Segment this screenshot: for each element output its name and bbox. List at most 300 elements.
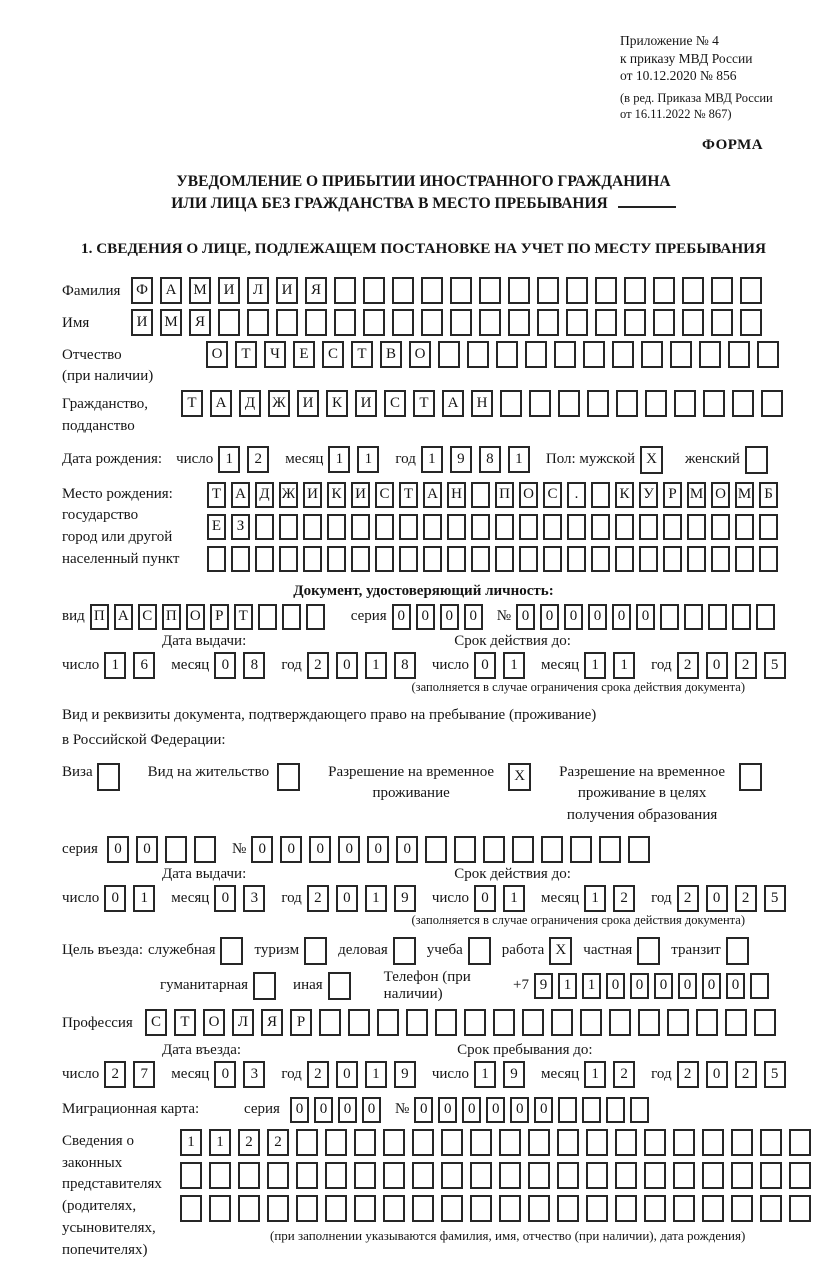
char-box[interactable] (351, 514, 370, 540)
char-box[interactable]: Т (174, 1009, 196, 1036)
char-box[interactable] (479, 277, 501, 304)
char-box[interactable]: Р (663, 482, 682, 508)
char-box[interactable]: И (303, 482, 322, 508)
char-box[interactable] (639, 514, 658, 540)
char-box[interactable]: 9 (503, 1061, 525, 1088)
char-box[interactable] (740, 309, 762, 336)
char-box[interactable] (702, 1162, 724, 1189)
char-box[interactable]: 9 (534, 973, 553, 999)
char-box[interactable]: 3 (243, 885, 265, 912)
char-box[interactable] (567, 514, 586, 540)
char-box[interactable]: Л (232, 1009, 254, 1036)
char-box[interactable] (435, 1009, 457, 1036)
char-box[interactable] (351, 546, 370, 572)
char-box[interactable]: 1 (218, 446, 240, 473)
char-box[interactable] (499, 1195, 521, 1222)
char-box[interactable] (759, 514, 778, 540)
char-box[interactable]: О (409, 341, 431, 368)
char-box[interactable] (673, 1162, 695, 1189)
char-box[interactable] (687, 514, 706, 540)
char-box[interactable] (495, 514, 514, 540)
char-box[interactable] (375, 514, 394, 540)
char-box[interactable] (392, 309, 414, 336)
char-box[interactable] (735, 514, 754, 540)
char-box[interactable]: 0 (516, 604, 535, 630)
char-box[interactable]: 5 (764, 1061, 786, 1088)
char-box[interactable]: 7 (133, 1061, 155, 1088)
char-box[interactable]: Д (239, 390, 261, 417)
char-box[interactable]: 9 (394, 1061, 416, 1088)
char-box[interactable] (580, 1009, 602, 1036)
char-box[interactable] (450, 309, 472, 336)
char-box[interactable] (522, 1009, 544, 1036)
char-box[interactable] (471, 546, 490, 572)
char-box[interactable] (537, 309, 559, 336)
char-box[interactable]: Е (293, 341, 315, 368)
char-box[interactable] (508, 277, 530, 304)
char-box[interactable] (732, 390, 754, 417)
char-box[interactable] (354, 1162, 376, 1189)
char-box[interactable]: Т (207, 482, 226, 508)
char-box[interactable] (279, 514, 298, 540)
char-box[interactable] (441, 1162, 463, 1189)
char-box[interactable] (789, 1129, 811, 1156)
char-box[interactable] (615, 1195, 637, 1222)
char-box[interactable]: 1 (104, 652, 126, 679)
char-box[interactable] (615, 514, 634, 540)
char-box[interactable] (615, 546, 634, 572)
char-box[interactable] (682, 277, 704, 304)
char-box[interactable] (674, 390, 696, 417)
char-box[interactable]: Т (351, 341, 373, 368)
char-box[interactable] (537, 277, 559, 304)
char-box[interactable] (740, 277, 762, 304)
char-box[interactable]: 2 (307, 885, 329, 912)
char-box[interactable]: А (231, 482, 250, 508)
char-box[interactable] (644, 1129, 666, 1156)
char-box[interactable] (731, 1195, 753, 1222)
char-box[interactable]: 2 (613, 1061, 635, 1088)
char-box[interactable] (500, 390, 522, 417)
char-box[interactable]: Т (413, 390, 435, 417)
char-box[interactable]: И (297, 390, 319, 417)
char-box[interactable] (325, 1162, 347, 1189)
char-box[interactable] (209, 1162, 231, 1189)
char-box[interactable] (759, 546, 778, 572)
char-box[interactable] (470, 1195, 492, 1222)
char-box[interactable] (528, 1195, 550, 1222)
char-box[interactable] (441, 1195, 463, 1222)
char-box[interactable]: 1 (421, 446, 443, 473)
char-box[interactable] (528, 1129, 550, 1156)
char-box[interactable]: 0 (338, 836, 360, 863)
char-box[interactable] (660, 604, 679, 630)
char-box[interactable]: 0 (338, 1097, 357, 1123)
char-box[interactable] (702, 1129, 724, 1156)
char-box[interactable]: 0 (486, 1097, 505, 1123)
char-box[interactable]: 2 (677, 1061, 699, 1088)
char-box[interactable]: Л (247, 277, 269, 304)
char-box[interactable]: М (189, 277, 211, 304)
char-box[interactable]: К (326, 390, 348, 417)
char-box[interactable]: А (210, 390, 232, 417)
char-box[interactable]: 0 (534, 1097, 553, 1123)
char-box[interactable]: 1 (365, 1061, 387, 1088)
char-box[interactable] (348, 1009, 370, 1036)
char-box[interactable] (277, 763, 300, 791)
char-box[interactable]: З (231, 514, 250, 540)
char-box[interactable]: Я (189, 309, 211, 336)
char-box[interactable] (673, 1129, 695, 1156)
char-box[interactable] (529, 390, 551, 417)
char-box[interactable]: 0 (474, 652, 496, 679)
char-box[interactable] (682, 309, 704, 336)
char-box[interactable]: 1 (503, 652, 525, 679)
char-box[interactable] (354, 1195, 376, 1222)
char-box[interactable]: 0 (214, 1061, 236, 1088)
char-box[interactable]: 1 (474, 1061, 496, 1088)
char-box[interactable]: 0 (362, 1097, 381, 1123)
char-box[interactable]: 3 (243, 1061, 265, 1088)
char-box[interactable] (667, 1009, 689, 1036)
char-box[interactable] (194, 836, 216, 863)
char-box[interactable] (423, 514, 442, 540)
char-box[interactable] (586, 1162, 608, 1189)
char-box[interactable] (757, 341, 779, 368)
char-box[interactable]: С (145, 1009, 167, 1036)
char-box[interactable] (421, 309, 443, 336)
char-box[interactable] (470, 1162, 492, 1189)
char-box[interactable] (728, 341, 750, 368)
char-box[interactable] (731, 1129, 753, 1156)
char-box[interactable] (499, 1129, 521, 1156)
char-box[interactable]: Т (235, 341, 257, 368)
char-box[interactable]: 1 (584, 885, 606, 912)
char-box[interactable] (247, 309, 269, 336)
char-box[interactable]: 9 (394, 885, 416, 912)
char-box[interactable] (586, 1129, 608, 1156)
char-box[interactable] (761, 390, 783, 417)
char-box[interactable] (731, 1162, 753, 1189)
char-box[interactable] (496, 341, 518, 368)
char-box[interactable] (399, 514, 418, 540)
char-box[interactable]: П (495, 482, 514, 508)
char-box[interactable]: 0 (367, 836, 389, 863)
char-box[interactable] (606, 1097, 625, 1123)
char-box[interactable]: 0 (336, 885, 358, 912)
char-box[interactable]: 0 (309, 836, 331, 863)
char-box[interactable]: 0 (706, 652, 728, 679)
char-box[interactable]: 2 (307, 1061, 329, 1088)
char-box[interactable] (334, 277, 356, 304)
char-box[interactable]: Д (255, 482, 274, 508)
char-box[interactable] (438, 341, 460, 368)
char-box[interactable]: О (206, 341, 228, 368)
char-box[interactable]: 0 (654, 973, 673, 999)
char-box[interactable] (471, 514, 490, 540)
char-box[interactable]: 5 (764, 652, 786, 679)
char-box[interactable] (383, 1129, 405, 1156)
char-box[interactable] (567, 546, 586, 572)
char-box[interactable]: 0 (678, 973, 697, 999)
char-box[interactable]: О (711, 482, 730, 508)
char-box[interactable]: Ч (264, 341, 286, 368)
char-box[interactable]: Б (759, 482, 778, 508)
char-box[interactable] (207, 546, 226, 572)
char-box[interactable]: 0 (107, 836, 129, 863)
char-box[interactable] (406, 1009, 428, 1036)
char-box[interactable] (399, 546, 418, 572)
char-box[interactable]: С (375, 482, 394, 508)
char-box[interactable]: Н (447, 482, 466, 508)
char-box[interactable]: X (508, 763, 531, 791)
char-box[interactable] (454, 836, 476, 863)
char-box[interactable] (467, 341, 489, 368)
char-box[interactable] (296, 1129, 318, 1156)
char-box[interactable] (470, 1129, 492, 1156)
char-box[interactable] (687, 546, 706, 572)
char-box[interactable]: 2 (677, 885, 699, 912)
char-box[interactable] (327, 546, 346, 572)
char-box[interactable] (525, 341, 547, 368)
char-box[interactable]: 0 (440, 604, 459, 630)
char-box[interactable] (639, 546, 658, 572)
char-box[interactable]: 0 (612, 604, 631, 630)
char-box[interactable] (238, 1162, 260, 1189)
char-box[interactable]: 1 (180, 1129, 202, 1156)
char-box[interactable] (180, 1195, 202, 1222)
char-box[interactable] (447, 546, 466, 572)
char-box[interactable]: 1 (613, 652, 635, 679)
char-box[interactable] (220, 937, 243, 965)
char-box[interactable]: 8 (479, 446, 501, 473)
char-box[interactable]: И (131, 309, 153, 336)
char-box[interactable]: И (355, 390, 377, 417)
char-box[interactable]: 0 (396, 836, 418, 863)
char-box[interactable] (566, 277, 588, 304)
char-box[interactable] (412, 1162, 434, 1189)
char-box[interactable]: 0 (588, 604, 607, 630)
char-box[interactable] (558, 390, 580, 417)
char-box[interactable] (276, 309, 298, 336)
char-box[interactable] (253, 972, 276, 1000)
char-box[interactable]: О (519, 482, 538, 508)
char-box[interactable]: 8 (243, 652, 265, 679)
char-box[interactable]: 2 (735, 652, 757, 679)
char-box[interactable] (624, 277, 646, 304)
char-box[interactable] (325, 1195, 347, 1222)
char-box[interactable]: 2 (104, 1061, 126, 1088)
char-box[interactable] (696, 1009, 718, 1036)
char-box[interactable] (238, 1195, 260, 1222)
char-box[interactable]: У (639, 482, 658, 508)
char-box[interactable]: 0 (636, 604, 655, 630)
char-box[interactable] (551, 1009, 573, 1036)
char-box[interactable]: В (380, 341, 402, 368)
char-box[interactable] (325, 1129, 347, 1156)
char-box[interactable]: П (90, 604, 109, 630)
char-box[interactable] (554, 341, 576, 368)
char-box[interactable] (363, 277, 385, 304)
char-box[interactable]: М (160, 309, 182, 336)
char-box[interactable] (296, 1195, 318, 1222)
char-box[interactable] (583, 341, 605, 368)
char-box[interactable]: 1 (209, 1129, 231, 1156)
char-box[interactable] (303, 546, 322, 572)
char-box[interactable]: 1 (365, 652, 387, 679)
char-box[interactable]: 0 (104, 885, 126, 912)
char-box[interactable]: Я (305, 277, 327, 304)
char-box[interactable]: Е (207, 514, 226, 540)
char-box[interactable] (637, 937, 660, 965)
char-box[interactable]: 0 (462, 1097, 481, 1123)
char-box[interactable]: 0 (416, 604, 435, 630)
char-box[interactable]: 2 (247, 446, 269, 473)
char-box[interactable] (97, 763, 120, 791)
char-box[interactable]: X (549, 937, 572, 965)
char-box[interactable] (165, 836, 187, 863)
char-box[interactable] (519, 514, 538, 540)
char-box[interactable]: 1 (584, 1061, 606, 1088)
char-box[interactable] (609, 1009, 631, 1036)
char-box[interactable]: 1 (558, 973, 577, 999)
char-box[interactable]: 0 (214, 652, 236, 679)
char-box[interactable]: П (162, 604, 181, 630)
char-box[interactable] (441, 1129, 463, 1156)
char-box[interactable]: 2 (267, 1129, 289, 1156)
char-box[interactable]: 0 (336, 652, 358, 679)
char-box[interactable] (644, 1162, 666, 1189)
char-box[interactable]: М (687, 482, 706, 508)
char-box[interactable]: 2 (735, 1061, 757, 1088)
char-box[interactable]: 9 (450, 446, 472, 473)
char-box[interactable] (483, 836, 505, 863)
char-box[interactable] (566, 309, 588, 336)
char-box[interactable] (282, 604, 301, 630)
char-box[interactable] (624, 309, 646, 336)
char-box[interactable]: Т (399, 482, 418, 508)
char-box[interactable]: 5 (764, 885, 786, 912)
char-box[interactable]: 2 (735, 885, 757, 912)
char-box[interactable]: 0 (438, 1097, 457, 1123)
char-box[interactable]: К (615, 482, 634, 508)
char-box[interactable] (499, 1162, 521, 1189)
char-box[interactable]: С (322, 341, 344, 368)
char-box[interactable]: И (276, 277, 298, 304)
char-box[interactable] (383, 1162, 405, 1189)
char-box[interactable] (570, 836, 592, 863)
char-box[interactable] (231, 546, 250, 572)
char-box[interactable]: А (160, 277, 182, 304)
char-box[interactable] (591, 514, 610, 540)
char-box[interactable] (645, 390, 667, 417)
char-box[interactable] (750, 973, 769, 999)
char-box[interactable]: С (138, 604, 157, 630)
char-box[interactable] (425, 836, 447, 863)
char-box[interactable] (789, 1162, 811, 1189)
char-box[interactable] (702, 1195, 724, 1222)
char-box[interactable]: О (186, 604, 205, 630)
char-box[interactable] (412, 1195, 434, 1222)
char-box[interactable] (711, 309, 733, 336)
char-box[interactable] (557, 1162, 579, 1189)
char-box[interactable] (512, 836, 534, 863)
char-box[interactable]: 0 (702, 973, 721, 999)
char-box[interactable]: Р (290, 1009, 312, 1036)
char-box[interactable] (218, 309, 240, 336)
char-box[interactable] (328, 972, 351, 1000)
char-box[interactable]: 0 (314, 1097, 333, 1123)
char-box[interactable] (267, 1162, 289, 1189)
char-box[interactable]: А (114, 604, 133, 630)
char-box[interactable]: 0 (474, 885, 496, 912)
char-box[interactable] (612, 341, 634, 368)
char-box[interactable] (495, 546, 514, 572)
char-box[interactable]: . (567, 482, 586, 508)
char-box[interactable] (447, 514, 466, 540)
char-box[interactable]: 1 (133, 885, 155, 912)
char-box[interactable]: 1 (584, 652, 606, 679)
char-box[interactable] (267, 1195, 289, 1222)
char-box[interactable] (735, 546, 754, 572)
char-box[interactable] (412, 1129, 434, 1156)
char-box[interactable]: 1 (328, 446, 350, 473)
char-box[interactable] (255, 546, 274, 572)
char-box[interactable]: С (384, 390, 406, 417)
char-box[interactable] (670, 341, 692, 368)
char-box[interactable] (471, 482, 490, 508)
char-box[interactable]: Ж (279, 482, 298, 508)
char-box[interactable] (508, 309, 530, 336)
char-box[interactable]: 0 (630, 973, 649, 999)
char-box[interactable] (595, 277, 617, 304)
char-box[interactable] (327, 514, 346, 540)
char-box[interactable]: 0 (706, 1061, 728, 1088)
char-box[interactable]: И (218, 277, 240, 304)
char-box[interactable] (663, 514, 682, 540)
char-box[interactable]: 1 (365, 885, 387, 912)
char-box[interactable] (789, 1195, 811, 1222)
char-box[interactable] (582, 1097, 601, 1123)
char-box[interactable] (209, 1195, 231, 1222)
char-box[interactable] (591, 482, 610, 508)
char-box[interactable]: 0 (336, 1061, 358, 1088)
char-box[interactable] (393, 937, 416, 965)
char-box[interactable] (558, 1097, 577, 1123)
char-box[interactable] (557, 1129, 579, 1156)
char-box[interactable] (543, 546, 562, 572)
char-box[interactable]: И (351, 482, 370, 508)
char-box[interactable] (708, 604, 727, 630)
char-box[interactable] (595, 309, 617, 336)
char-box[interactable] (641, 341, 663, 368)
char-box[interactable] (296, 1162, 318, 1189)
char-box[interactable]: 2 (238, 1129, 260, 1156)
char-box[interactable]: 0 (290, 1097, 309, 1123)
char-box[interactable] (464, 1009, 486, 1036)
char-box[interactable] (423, 546, 442, 572)
char-box[interactable] (334, 309, 356, 336)
char-box[interactable] (543, 514, 562, 540)
char-box[interactable]: 0 (136, 836, 158, 863)
char-box[interactable]: 0 (606, 973, 625, 999)
char-box[interactable] (638, 1009, 660, 1036)
char-box[interactable] (304, 937, 327, 965)
char-box[interactable]: 2 (677, 652, 699, 679)
char-box[interactable] (711, 514, 730, 540)
char-box[interactable] (726, 937, 749, 965)
char-box[interactable] (586, 1195, 608, 1222)
